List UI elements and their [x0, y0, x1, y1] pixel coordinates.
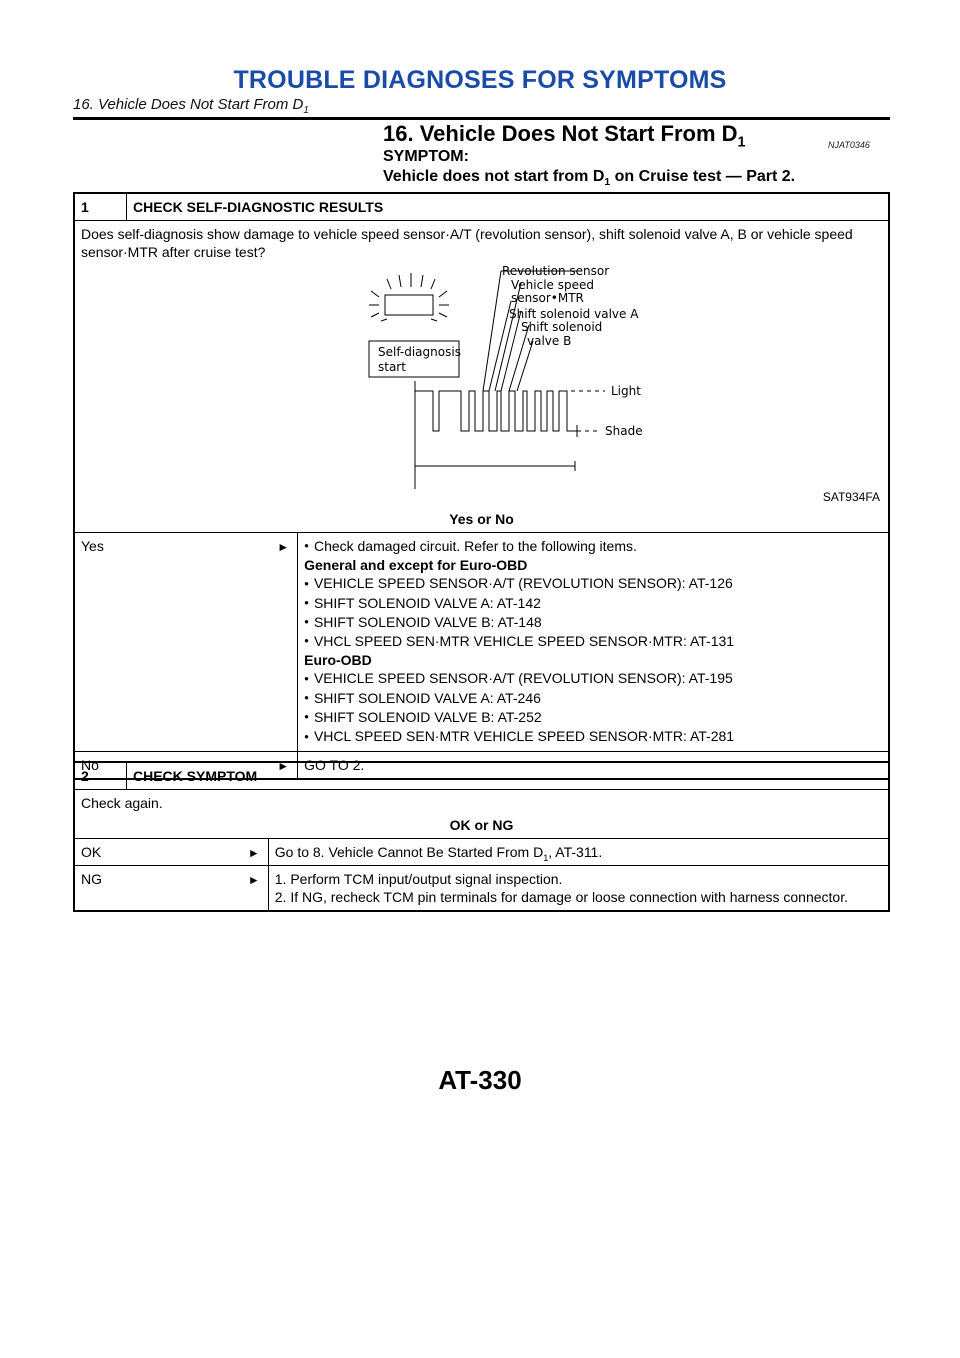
label-shade: Shade	[605, 424, 643, 438]
step-2-number: 2	[74, 762, 127, 790]
answer-ok: OK ►	[74, 839, 268, 866]
self-diagnosis-diagram	[81, 261, 884, 506]
label-vehicle-speed: Vehicle speed	[511, 278, 594, 292]
step-1-number: 1	[74, 193, 127, 221]
step-1-question-cell	[74, 221, 889, 533]
symptom-text: Vehicle does not start from $D_1$ on Cruise test — Part 2.	[383, 168, 796, 189]
answer-ng: NG ►	[74, 866, 268, 912]
step-2-instruction-cell	[74, 790, 889, 839]
list-item: ● SHIFT SOLENOID VALVE B: AT-148	[304, 613, 882, 632]
yes-intro: ● Check damaged circuit. Refer to the following items.	[304, 537, 882, 556]
answer-yes: Yes ►	[74, 533, 298, 752]
group1-title: General and except for Euro-OBD	[304, 557, 528, 574]
start-box-line1: Self-diagnosis	[378, 345, 461, 359]
figure-code: SAT934FA	[822, 490, 880, 504]
section-code: NJAT0346	[828, 140, 870, 150]
section-title: 16. Vehicle Does Not Start From $D_1$	[383, 121, 746, 151]
list-item: ● SHIFT SOLENOID VALVE B: AT-252	[304, 708, 882, 727]
pulse-waveform	[415, 391, 577, 431]
list-item: ● VEHICLE SPEED SENSOR·A/T (REVOLUTION SENSOR): AT-126	[304, 574, 882, 593]
lamp-rect	[385, 295, 433, 315]
step-2-answer-prompt: OK or NG	[449, 817, 514, 833]
label-light: Light	[611, 384, 641, 398]
ng-line-1: 1. Perform TCM input/output signal inspection.	[274, 871, 563, 887]
label-shift-solenoid-b2: valve B	[527, 334, 572, 348]
running-header-subtitle: 16. Vehicle Does Not Start From $D_1$	[73, 96, 309, 116]
list-item: ● VHCL SPEED SEN·MTR VEHICLE SPEED SENSOR·MTR: AT-281	[304, 727, 882, 746]
list-item: ● VEHICLE SPEED SENSOR·A/T (REVOLUTION SENSOR): AT-195	[304, 669, 882, 688]
step-1-answer-prompt: Yes or No	[449, 511, 514, 527]
list-item: ● SHIFT SOLENOID VALVE A: AT-142	[304, 594, 882, 613]
label-sensor-mtr: sensor•MTR	[511, 291, 584, 305]
right-triangle-icon: ►	[277, 758, 290, 773]
page-number: AT-330	[438, 1065, 522, 1095]
answer-no-body: GO TO 2.	[298, 751, 889, 779]
answer-ng-body	[268, 866, 889, 912]
step-2-table	[73, 761, 890, 912]
answer-ok-body: Go to 8. Vehicle Cannot Be Started From $D_1$, AT-311.	[268, 839, 889, 866]
right-triangle-icon: ►	[247, 873, 260, 887]
start-box-line2: start	[378, 360, 406, 374]
right-triangle-icon: ►	[277, 540, 290, 554]
step-2-title: CHECK SYMPTOM	[127, 762, 890, 790]
ng-line-2: 2. If NG, recheck TCM pin terminals for damage or loose connection with harness connector.	[274, 889, 848, 905]
group2-title: Euro-OBD	[304, 652, 372, 669]
right-triangle-icon: ►	[247, 846, 260, 860]
symptom-label: SYMPTOM:	[383, 148, 469, 165]
step-1-title: CHECK SELF-DIAGNOSTIC RESULTS	[127, 193, 890, 221]
header-rule	[73, 117, 890, 120]
label-shift-solenoid-a: Shift solenoid valve A	[509, 307, 639, 321]
answer-yes-body	[298, 533, 889, 752]
self-diagnosis-figure	[81, 261, 882, 506]
label-shift-solenoid-b1: Shift solenoid	[521, 320, 603, 334]
list-item: ● VHCL SPEED SEN·MTR VEHICLE SPEED SENSOR·MTR: AT-131	[304, 632, 882, 651]
step-2-instruction: Check again.	[81, 795, 163, 811]
lamp-rays	[369, 273, 449, 321]
step-1-table	[73, 192, 890, 780]
list-item: ● SHIFT SOLENOID VALVE A: AT-246	[304, 689, 882, 708]
label-revolution-sensor: Revolution sensor	[502, 264, 610, 278]
step-1-question: Does self-diagnosis show damage to vehicle speed sensor·A/T (revolution sensor), shift solenoid valve A, B or vehicle speed sensor·MTR after cruise test?	[81, 226, 853, 260]
running-header-title: TROUBLE DIAGNOSES FOR SYMPTOMS	[233, 66, 727, 94]
answer-no: No ►	[74, 751, 298, 779]
